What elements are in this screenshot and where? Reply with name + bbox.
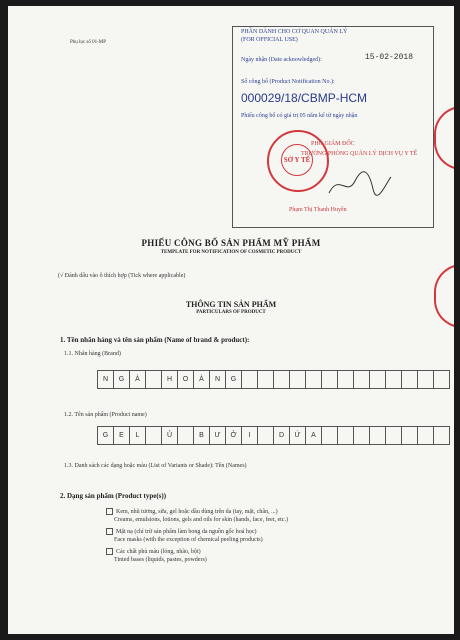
letter-box[interactable]: G — [97, 426, 114, 445]
letter-box[interactable] — [145, 426, 162, 445]
option-creams-en: Creams, emulsions, lotions, gels and oils for skin (hands, face, feet, etc.) — [114, 517, 288, 523]
seal-text: SỞ Y TẾ — [281, 144, 313, 176]
form-title-en: TEMPLATE FOR NOTIFICATION OF COSMETIC PRODUCT — [160, 250, 302, 255]
letter-box[interactable] — [417, 370, 434, 389]
side-seal-bottom — [434, 264, 454, 328]
signature-caption-2: TRƯỞNG PHÒNG QUẢN LÝ DỊCH VỤ Y TẾ — [301, 151, 418, 157]
letter-box[interactable] — [321, 370, 338, 389]
option-tinted-en: Tinted bases (liquids, pastes, powders) — [114, 557, 207, 563]
option-checkbox[interactable] — [106, 508, 113, 515]
letter-box[interactable]: Ủ — [161, 426, 178, 445]
option-label: Các chất phủ màu (lỏng, nhão, bột) — [116, 548, 201, 555]
letter-box[interactable] — [433, 370, 450, 389]
letter-box[interactable]: N — [97, 370, 114, 389]
letter-box[interactable]: E — [113, 426, 130, 445]
letter-box[interactable] — [401, 370, 418, 389]
letter-box[interactable] — [257, 370, 274, 389]
letter-box[interactable] — [369, 370, 386, 389]
official-title-en: (FOR OFFICIAL USE) — [241, 37, 298, 43]
letter-box[interactable] — [337, 370, 354, 389]
letter-box[interactable] — [337, 426, 354, 445]
letter-box[interactable]: G — [113, 370, 130, 389]
date-acknowledged-value: 15-02-2018 — [365, 53, 414, 62]
item-1-3-label: 1.3. Danh sách các dạng hoặc màu (List of Variants or Shade): Tên (Names) — [64, 463, 247, 469]
brand-letter-boxes[interactable] — [98, 370, 450, 389]
letter-box[interactable] — [353, 426, 370, 445]
letter-box[interactable] — [369, 426, 386, 445]
letter-box[interactable]: Ứ — [289, 426, 306, 445]
letter-box[interactable]: A — [305, 426, 322, 445]
letter-box[interactable]: I — [241, 426, 258, 445]
product-letter-boxes[interactable] — [98, 426, 450, 445]
letter-box[interactable]: N — [209, 370, 226, 389]
letter-box[interactable] — [385, 426, 402, 445]
letter-box[interactable]: Ư — [209, 426, 226, 445]
letter-box[interactable] — [305, 370, 322, 389]
official-title: PHẦN DÀNH CHO CƠ QUAN QUẢN LÝ — [241, 29, 348, 35]
letter-box[interactable]: H — [161, 370, 178, 389]
document-page — [8, 6, 454, 634]
option-label: Mặt nạ (chỉ trừ sản phẩm làm bong da nguồn gốc hoá học) — [116, 528, 257, 535]
signature-scribble — [325, 167, 395, 203]
letter-box[interactable]: Ở — [225, 426, 242, 445]
signer-name: Phạm Thị Thanh Huyền — [289, 207, 347, 213]
letter-box[interactable]: O — [177, 370, 194, 389]
letter-box[interactable] — [177, 426, 194, 445]
form-title: PHIẾU CÔNG BỐ SẢN PHẨM MỸ PHẨM — [141, 238, 321, 248]
letter-box[interactable]: D — [273, 426, 290, 445]
item-1-1-label: 1.1. Nhãn hàng (Brand) — [64, 351, 121, 357]
letter-box[interactable]: G — [225, 370, 242, 389]
official-seal — [267, 130, 329, 192]
item-1-heading: 1. Tên nhãn hàng và tên sản phẩm (Name of brand & product): — [60, 336, 250, 344]
option-checkbox[interactable] — [106, 528, 113, 535]
option-tinted[interactable] — [106, 548, 201, 555]
option-label: Kem, nhũ tương, sữa, gel hoặc dầu dùng trên da (tay, mặt, chân, ...) — [116, 508, 278, 515]
letter-box[interactable] — [273, 370, 290, 389]
letter-box[interactable]: L — [129, 426, 146, 445]
item-2-heading: 2. Dạng sản phẩm (Product type(s)) — [60, 492, 167, 500]
letter-box[interactable] — [241, 370, 258, 389]
letter-box[interactable] — [433, 426, 450, 445]
letter-box[interactable]: À — [193, 370, 210, 389]
option-creams[interactable] — [106, 508, 278, 515]
item-1-2-label: 1.2. Tên sản phẩm (Product name) — [64, 412, 147, 418]
letter-box[interactable] — [321, 426, 338, 445]
notification-number-label: Số công bố (Product Notification No.): — [241, 79, 335, 85]
signature-caption: PHÓ GIÁM ĐỐC — [311, 141, 355, 147]
option-masks-en: Face masks (with the exception of chemical peeling products) — [114, 537, 263, 543]
letter-box[interactable]: À — [129, 370, 146, 389]
letter-box[interactable] — [289, 370, 306, 389]
letter-box[interactable] — [353, 370, 370, 389]
section-title: THÔNG TIN SẢN PHẨM — [185, 300, 277, 309]
option-checkbox[interactable] — [106, 548, 113, 555]
letter-box[interactable] — [385, 370, 402, 389]
option-masks[interactable] — [106, 528, 257, 535]
official-use-box — [232, 26, 434, 228]
letter-box[interactable] — [145, 370, 162, 389]
section-title-en: PARTICULARS OF PRODUCT — [196, 310, 266, 315]
letter-box[interactable] — [417, 426, 434, 445]
annex-label: Phụ lục số 01-MP — [70, 40, 106, 45]
letter-box[interactable] — [401, 426, 418, 445]
letter-box[interactable] — [257, 426, 274, 445]
tick-instruction: (√ Đánh dấu vào ô thích hợp (Tick where applicable) — [58, 273, 186, 279]
letter-box[interactable]: B — [193, 426, 210, 445]
date-acknowledged-label: Ngày nhận (Date acknowledged): — [241, 57, 322, 63]
notification-number: 000029/18/CBMP-HCM — [241, 91, 368, 105]
side-seal-top — [434, 106, 454, 170]
validity-note: Phiếu công bố có giá trị 05 năm kể từ ngày nhận — [241, 113, 358, 119]
